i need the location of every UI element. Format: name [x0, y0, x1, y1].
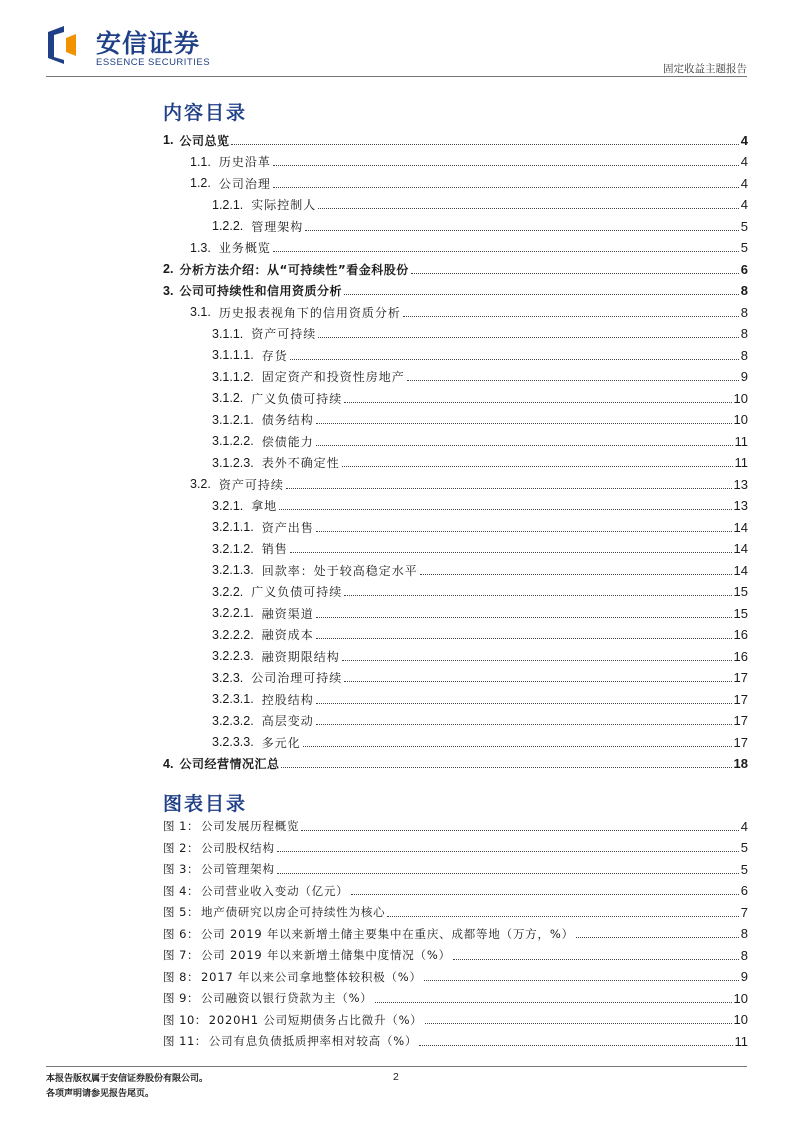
toc-entry-number: 3.2.2.: [212, 584, 244, 599]
toc-entry-number: 1.2.2.: [212, 219, 244, 233]
dot-leader: [576, 937, 739, 938]
figure-entry[interactable]: [163, 881, 748, 901]
figure-entry-page: 4: [740, 818, 748, 834]
dot-leader: [301, 830, 738, 831]
figure-entry-label: 图 7：: [163, 948, 199, 962]
figure-entry-page: 5: [740, 840, 748, 855]
dot-leader: [344, 681, 731, 682]
figure-entry-page: 8: [740, 926, 748, 941]
toc-entry[interactable]: [212, 668, 748, 688]
figure-entry[interactable]: [163, 924, 748, 944]
toc-entry-page: 15: [733, 605, 748, 621]
toc-entry-title: 公司总览: [179, 133, 230, 148]
toc-entry-page: 14: [733, 562, 748, 578]
dot-leader: [279, 509, 731, 510]
figure-entry[interactable]: [163, 902, 748, 922]
toc-entry-number: 3.2.1.3.: [212, 563, 254, 577]
toc-entry-page: 10: [733, 390, 748, 406]
toc-entry[interactable]: [190, 302, 748, 322]
toc-entry-page: 16: [733, 627, 748, 642]
toc-entry-number: 3.2.2.3.: [212, 649, 254, 663]
figure-entry[interactable]: [163, 816, 748, 836]
toc-entry[interactable]: [190, 474, 748, 494]
toc-entry-page: 4: [740, 154, 748, 169]
toc-entry-title: 分析方法介绍：从“可持续性”看金科股份: [179, 262, 409, 277]
toc-entry-title: 历史报表视角下的信用资质分析: [218, 305, 401, 320]
dot-leader: [375, 1002, 732, 1003]
dot-leader: [403, 316, 739, 317]
toc-entry-title: 广义负债可持续: [251, 585, 343, 599]
dot-leader: [425, 1023, 732, 1024]
dot-leader: [318, 208, 738, 209]
figure-entry-page: 5: [740, 861, 748, 877]
toc-entry-title: 融资成本: [261, 628, 314, 642]
figure-entry-label: 图 4：: [163, 883, 199, 898]
dot-leader: [344, 402, 731, 403]
figure-entry-label: 图 3：: [163, 862, 199, 876]
essence-logo-icon: [46, 26, 78, 64]
toc-entry-page: 13: [733, 476, 748, 492]
toc-entry-title: 实际控制人: [251, 198, 317, 212]
toc-entry[interactable]: [212, 216, 748, 236]
toc-entry-page: 18: [733, 756, 748, 771]
figure-entry-label: 图 6：: [163, 926, 199, 941]
dot-leader: [316, 703, 732, 704]
dot-leader: [231, 144, 738, 145]
toc-entry[interactable]: [212, 345, 748, 365]
toc-entry-number: 1.3.: [190, 240, 211, 255]
dot-leader: [419, 1045, 732, 1046]
dot-leader: [424, 980, 739, 981]
figure-entry[interactable]: [163, 1031, 748, 1051]
dot-leader: [411, 273, 739, 274]
figure-entry-label: 图 5：: [163, 905, 199, 919]
toc-entry-page: 4: [740, 175, 748, 191]
toc-entry-title: 广义负债可持续: [251, 391, 343, 406]
toc-entry-page: 14: [733, 541, 748, 556]
toc-entry-title: 存货: [261, 348, 288, 363]
toc-entry[interactable]: [163, 259, 748, 279]
toc-entry-title: 销售: [261, 542, 288, 556]
toc-entry-number: 4.: [163, 756, 174, 771]
toc-entry-title: 债务结构: [261, 413, 314, 427]
toc-entry[interactable]: [212, 517, 748, 537]
toc-entry-number: 3.2.2.1.: [212, 606, 254, 620]
toc-entry-page: 6: [740, 261, 748, 277]
dot-leader: [316, 617, 732, 618]
figure-entry[interactable]: [163, 1010, 748, 1030]
dot-leader: [290, 552, 732, 553]
figure-entry[interactable]: [163, 838, 748, 858]
figure-entry-title: 2017 年以来公司拿地整体较积极（%）: [200, 969, 422, 984]
figure-entry-page: 7: [740, 904, 748, 920]
toc-entry-number: 3.1.2.2.: [212, 434, 254, 448]
figure-entry-page: 6: [740, 883, 748, 898]
toc-entry[interactable]: [212, 582, 748, 602]
figure-entry-title: 2020H1 公司短期债务占比微升（%）: [208, 1012, 423, 1027]
toc-entry-page: 10: [733, 412, 748, 427]
toc-entry-number: 3.2.1.1.: [212, 520, 254, 534]
toc-entry[interactable]: [212, 453, 748, 473]
figure-entry[interactable]: [163, 988, 748, 1008]
figure-entry-title: 公司融资以银行贷款为主（%）: [200, 991, 373, 1005]
toc-entry-title: 融资期限结构: [261, 649, 340, 664]
toc-entry-page: 5: [740, 240, 748, 255]
toc-entry-number: 3.1.1.1.: [212, 348, 254, 362]
toc-entry-number: 3.1.2.: [212, 391, 244, 405]
toc-entry-page: 4: [740, 132, 748, 148]
toc-entry-number: 1.2.: [190, 176, 211, 190]
figure-entry-label: 图 8：: [163, 969, 199, 984]
toc-entry[interactable]: [163, 754, 748, 774]
dot-leader: [277, 873, 739, 874]
toc-entry-title: 管理架构: [251, 219, 304, 234]
toc-entry-page: 11: [734, 455, 748, 470]
figure-entry-title: 公司营业收入变动（亿元）: [200, 883, 349, 898]
toc-heading: 内容目录: [163, 102, 248, 124]
toc-entry[interactable]: [212, 646, 748, 666]
toc-entry-page: 4: [740, 197, 748, 212]
dot-leader: [420, 574, 732, 575]
dot-leader: [316, 638, 732, 639]
dot-leader: [273, 165, 739, 166]
dot-leader: [453, 959, 739, 960]
figure-entry-page: 11: [734, 1033, 748, 1049]
figure-entry-page: 9: [740, 969, 748, 984]
toc-entry-page: 8: [740, 283, 748, 298]
toc-entry-number: 3.2.3.2.: [212, 713, 254, 728]
toc-entry-number: 3.1.1.: [212, 326, 244, 341]
toc-entry-number: 3.2.3.3.: [212, 735, 254, 749]
toc-entry-page: 17: [733, 734, 748, 750]
toc-entry-title: 资产出售: [261, 520, 314, 535]
dot-leader: [344, 294, 739, 295]
toc-entry-number: 3.1.: [190, 305, 211, 319]
toc-entry[interactable]: [163, 130, 748, 150]
toc-entry-number: 3.2.3.1.: [212, 692, 254, 706]
dot-leader: [316, 724, 732, 725]
figure-entry-page: 10: [733, 990, 748, 1006]
dot-leader: [407, 380, 739, 381]
page-header: [0, 0, 793, 80]
toc-entry[interactable]: [212, 732, 748, 752]
dot-leader: [303, 746, 732, 747]
toc-entry[interactable]: [163, 281, 748, 301]
toc-entry-title: 公司经营情况汇总: [179, 757, 280, 771]
toc-entry-page: 17: [733, 691, 748, 707]
toc-entry-page: 15: [733, 584, 748, 599]
figure-entry-page: 10: [733, 1012, 748, 1027]
toc-entry[interactable]: [212, 367, 748, 387]
toc-entry-title: 资产可持续: [218, 477, 284, 492]
toc-entry-title: 业务概览: [218, 241, 271, 255]
header-divider: [46, 76, 747, 77]
toc-entry-page: 16: [733, 648, 748, 664]
toc-entry-number: 1.2.1.: [212, 197, 244, 212]
toc-entry[interactable]: [212, 410, 748, 430]
toc-entry-page: 11: [734, 433, 748, 449]
toc-entry[interactable]: [190, 152, 748, 172]
dot-leader: [318, 337, 738, 338]
toc-entry-page: 13: [733, 498, 748, 513]
toc-entry-number: 3.2.2.2.: [212, 627, 254, 642]
toc-entry[interactable]: [212, 689, 748, 709]
toc-entry[interactable]: [212, 539, 748, 559]
page-number: 2: [393, 1071, 399, 1083]
toc-entry[interactable]: [190, 173, 748, 193]
dot-leader: [286, 488, 732, 489]
figure-entry-title: 公司 2019 年以来新增土储集中度情况（%）: [200, 948, 451, 962]
dot-leader: [351, 894, 739, 895]
toc-entry[interactable]: [212, 431, 748, 451]
toc-entry-page: 8: [740, 347, 748, 363]
toc-entry-number: 1.1.: [190, 154, 211, 169]
toc-entry-title: 表外不确定性: [261, 456, 340, 470]
toc-entry[interactable]: [212, 560, 748, 580]
toc-entry-number: 3.: [163, 283, 174, 298]
figure-entry-title: 公司管理架构: [200, 862, 275, 876]
dot-leader: [342, 466, 733, 467]
toc-entry[interactable]: [212, 603, 748, 623]
figure-entry-title: 公司有息负债抵质押率相对较高（%）: [208, 1034, 418, 1048]
figure-entry-label: 图 2：: [163, 840, 199, 855]
dot-leader: [342, 660, 732, 661]
figure-entry-title: 地产债研究以房企可持续性为核心: [200, 905, 386, 919]
toc-entry-number: 3.2.1.: [212, 498, 244, 513]
toc-entry-title: 资产可持续: [251, 327, 317, 341]
dot-leader: [387, 916, 738, 917]
dot-leader: [305, 230, 738, 231]
toc-entry-title: 高层变动: [261, 714, 314, 728]
toc-entry-title: 控股结构: [261, 692, 314, 707]
toc-entry[interactable]: [212, 195, 748, 215]
brand-name-en: ESSENCE SECURITIES: [96, 57, 211, 68]
toc-entry-page: 5: [740, 218, 748, 234]
report-type: 固定收益主题报告: [663, 63, 747, 75]
toc-entry-title: 公司治理可持续: [251, 671, 343, 685]
figure-entry-title: 公司股权结构: [200, 840, 275, 855]
dot-leader: [316, 445, 733, 446]
figure-entry-title: 公司发展历程概览: [200, 819, 300, 833]
toc-entry[interactable]: [212, 324, 748, 344]
disclaimer-notice: 各项声明请参见报告尾页。: [46, 1089, 155, 1099]
toc-entry-number: 3.1.2.1.: [212, 412, 254, 427]
toc-entry[interactable]: [212, 388, 748, 408]
figure-entry-page: 8: [740, 947, 748, 963]
toc-entry-page: 8: [740, 326, 748, 341]
toc-entry-number: 3.1.2.3.: [212, 455, 254, 470]
toc-entry-number: 2.: [163, 262, 174, 276]
toc-entry-title: 固定资产和投资性房地产: [261, 370, 405, 384]
toc-entry[interactable]: [190, 238, 748, 258]
toc-entry-page: 17: [733, 670, 748, 685]
toc-entry-title: 公司治理: [218, 176, 271, 191]
toc-entry-number: 3.1.1.2.: [212, 369, 254, 384]
copyright-notice: 本报告版权属于安信证券股份有限公司。: [46, 1074, 209, 1084]
toc-entry-title: 回款率：处于较高稳定水平: [261, 563, 418, 578]
dot-leader: [290, 359, 739, 360]
footer-divider: [46, 1066, 747, 1067]
figure-entry-label: 图 10：: [163, 1012, 207, 1027]
figure-entry[interactable]: [163, 859, 748, 879]
toc-entry-page: 14: [733, 519, 748, 535]
toc-entry-title: 拿地: [251, 499, 278, 513]
figure-entry[interactable]: [163, 967, 748, 987]
figures-heading: 图表目录: [163, 793, 248, 815]
dot-leader: [316, 531, 732, 532]
toc-entry-title: 多元化: [261, 735, 301, 750]
figure-entry-label: 图 11：: [163, 1034, 207, 1048]
dot-leader: [273, 187, 739, 188]
dot-leader: [316, 423, 732, 424]
toc-entry-title: 偿债能力: [261, 434, 314, 449]
toc-entry-number: 3.2.3.: [212, 670, 244, 685]
toc-entry[interactable]: [212, 711, 748, 731]
toc-entry[interactable]: [212, 625, 748, 645]
figure-entry-label: 图 9：: [163, 991, 199, 1005]
toc-entry-number: 3.2.: [190, 477, 211, 491]
dot-leader: [281, 767, 731, 768]
brand-name-cn: 安信证券: [96, 29, 201, 58]
figure-entry-label: 图 1：: [163, 819, 199, 833]
toc-entry[interactable]: [212, 496, 748, 516]
figure-entry[interactable]: [163, 945, 748, 965]
figure-entry-title: 公司 2019 年以来新增土储主要集中在重庆、成都等地（万方，%）: [200, 926, 574, 941]
toc-entry-title: 公司可持续性和信用资质分析: [179, 284, 342, 298]
toc-entry-title: 融资渠道: [261, 606, 314, 621]
dot-leader: [277, 851, 739, 852]
toc-entry-page: 17: [733, 713, 748, 728]
toc-entry-number: 3.2.1.2.: [212, 541, 254, 556]
dot-leader: [344, 595, 731, 596]
toc-entry-number: 1.: [163, 133, 174, 147]
toc-entry-page: 9: [740, 369, 748, 384]
dot-leader: [273, 251, 739, 252]
toc-entry-title: 历史沿革: [218, 155, 271, 169]
toc-entry-page: 8: [740, 304, 748, 320]
